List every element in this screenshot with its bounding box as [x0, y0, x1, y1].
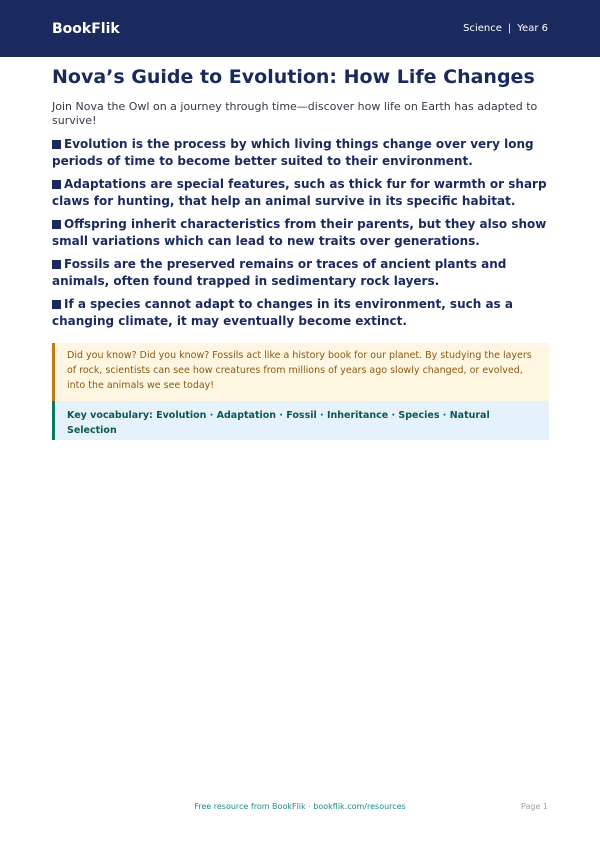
did-you-know-box: Did you know? Did you know? Fossils act like a history book for our planet. By studying the layers of rock, scientists can see how creatures from millions of years ago slowly changed, or evolved, into the animals we see today!	[52, 343, 549, 401]
square-bullet-icon	[52, 180, 61, 189]
page-header	[0, 0, 600, 57]
list-item-text: Fossils are the preserved remains or traces of ancient plants and animals, often found trapped in sedimentary rock layers.	[52, 257, 507, 288]
square-bullet-icon	[52, 140, 61, 149]
key-points-list	[52, 136, 549, 330]
list-item	[52, 216, 549, 250]
list-item-text: Evolution is the process by which living things change over very long periods of time to become better suited to their environment.	[52, 137, 534, 168]
year-label: Year 6	[517, 23, 548, 34]
page-number: Page 1	[521, 802, 548, 811]
list-item-text: Offspring inherit characteristics from their parents, but they also show small variations which can lead to new traits over generations.	[52, 217, 547, 248]
list-item-text: If a species cannot adapt to changes in its environment, such as a changing climate, it may eventually become extinct.	[52, 297, 513, 328]
square-bullet-icon	[52, 220, 61, 229]
list-item-text: Adaptations are special features, such as thick fur for warmth or sharp claws for hunting, that help an animal survive in its specific habitat.	[52, 177, 547, 208]
main-content	[52, 66, 549, 440]
list-item	[52, 136, 549, 170]
header-meta	[463, 23, 548, 34]
footer-resource-link[interactable]: Free resource from BookFlik · bookflik.com/resources	[194, 802, 406, 811]
list-item	[52, 176, 549, 210]
brand-logo-text[interactable]: BookFlik	[52, 20, 120, 37]
intro-text: Join Nova the Owl on a journey through time—discover how life on Earth has adapted to survive!	[52, 100, 538, 127]
list-item	[52, 256, 549, 290]
key-vocabulary-box: Key vocabulary: Evolution · Adaptation · Fossil · Inheritance · Species · Natural Selection	[52, 401, 549, 440]
square-bullet-icon	[52, 300, 61, 309]
meta-separator: |	[507, 23, 512, 34]
page-title: Nova’s Guide to Evolution: How Life Changes	[52, 66, 535, 88]
list-item	[52, 296, 549, 330]
square-bullet-icon	[52, 260, 61, 269]
subject-label: Science	[463, 23, 502, 34]
